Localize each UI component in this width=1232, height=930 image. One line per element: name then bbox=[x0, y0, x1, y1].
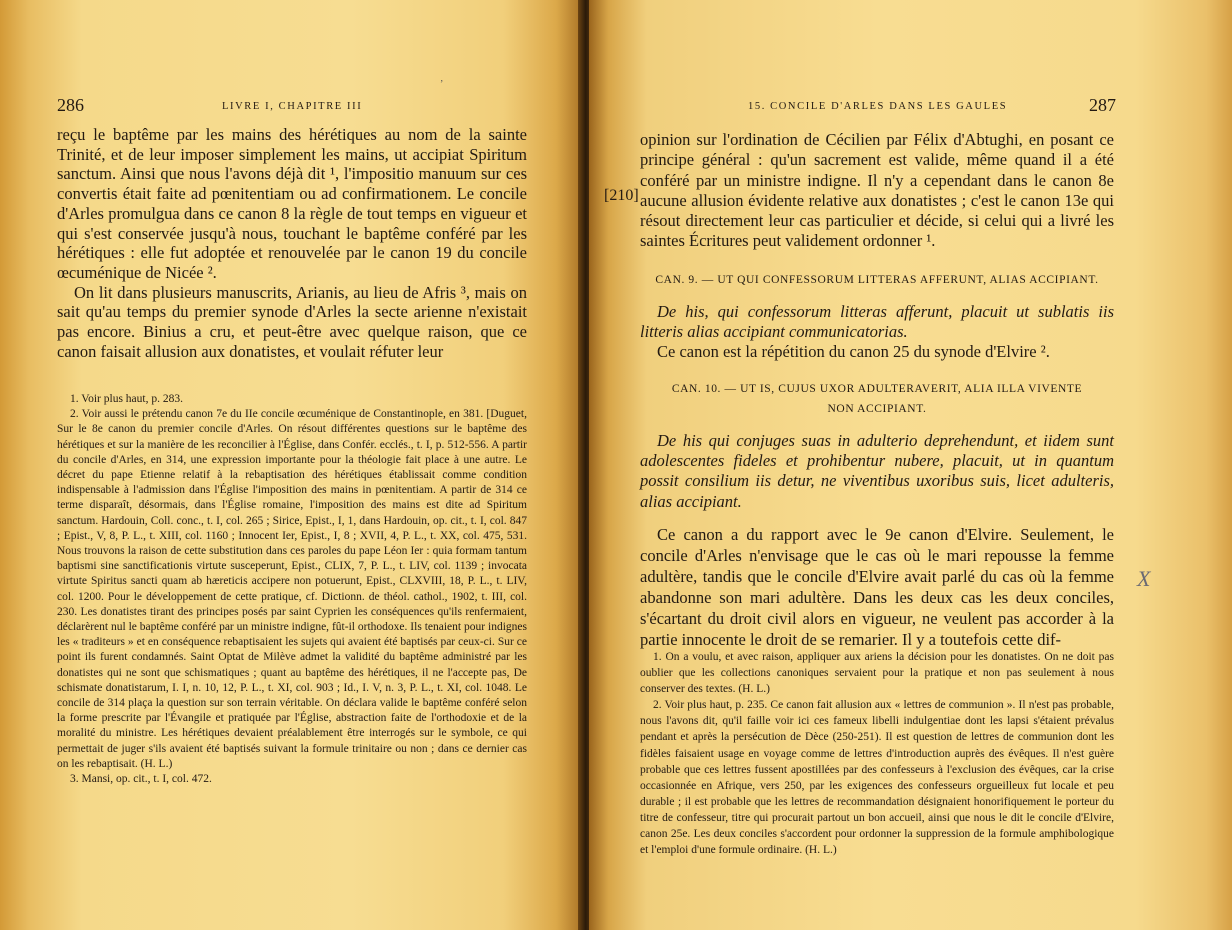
pencil-margin-mark: X bbox=[1137, 566, 1151, 591]
canon-9-heading bbox=[640, 270, 1114, 290]
body-text-left bbox=[57, 125, 527, 361]
page-number-right: 287 bbox=[1089, 95, 1116, 115]
canon-10-latin: De his qui conjuges suas in adulterio deprehendunt, et iidem sunt adolescentes fideles et prohibentur nubere, placuit, ut in quantum possit consilium iis detur, ne viventibus uxoribus suis, licet adulteris, alias accipiant. bbox=[640, 430, 1114, 511]
footnote: 2. Voir plus haut, p. 235. Ce canon fait allusion aux « lettres de communion ». Il n'est pas probable, nous l'avons dit, qu'il faille voir ici ces fameux libelli indulgentiae dont les lapsi s'étaient prévalus pendant et après la persécution de Dèce (250-251). Il est question de lettres de communion dont les fidèles faisaient usage en voyage comme de lettres d'introduction auprès des évêques. Il n'est guère probable que ces lettres fussent apostillées par des confesseurs à l'exclusion des évêques, car la crise occasionnée en Afrique, vers 250, par les exigences des confesseurs orgueilleux fut locale et peu durable ; il est probable que les lettres de recommandation désignaient honorifiquement le porteur du titre de confesseur, titre qui procurait partout un bon accueil, ainsi que nous le dit le concile d'Elvire, canon 25e. Les deux conciles s'accordent pour ordonner la suppression de la formule amphibologique et l'emploi d'une formule ordinaire. (H. L.) bbox=[640, 699, 1114, 857]
canon-title-cont: NON ACCIPIANT. bbox=[827, 402, 927, 415]
canon-10-heading bbox=[640, 379, 1114, 419]
canon-label: CAN. 10. — bbox=[671, 382, 737, 395]
canon-title: UT IS, CUJUS UXOR ADULTERAVERIT, ALIA ILLA VIVENTE bbox=[740, 382, 1083, 395]
footnotes-right bbox=[640, 649, 1114, 858]
body-text-right bbox=[640, 130, 1114, 650]
footnote: 1. On a voulu, et avec raison, appliquer aux ariens la décision pour les donatistes. On ne doit pas oublier que les collections canoniques servaient pour la pratique et non pas seulement à nous conserver des textes. (H. L.) bbox=[640, 651, 1114, 696]
margin-reference: [210] bbox=[604, 187, 639, 204]
canon-10-comment: Ce canon a du rapport avec le 9e canon d'Elvire. Seulement, le concile d'Arles n'envisage que le cas où le mari repousse la femme adultère, tandis que le concile d'Elvire avait parlé du cas où la femme abandonne son mari adultère. Dans les deux cas les deux conciles, s'écartant du droit civil alors en vigueur, ne veulent pas accorder à la partie innocente le droit de se remarier. Il y a toutefois cette dif- bbox=[640, 524, 1114, 649]
canon-label: CAN. 9. — bbox=[655, 273, 714, 286]
paragraph: On lit dans plusieurs manuscrits, Arianis, au lieu de Afris ³, mais on sait qu'au temps du premier synode d'Arles la secte arienne n'existait pas encore. Binius a cru, et peut-être avec quelque raison, que ce canon faisait allusion aux donatistes, et voulait réfuter leur bbox=[57, 282, 527, 361]
running-head-right: 15. CONCILE D'ARLES DANS LES GAULES bbox=[748, 101, 1008, 112]
page-number-left: 286 bbox=[57, 95, 84, 115]
left-page bbox=[0, 0, 585, 930]
footnote: 3. Mansi, op. cit., t. I, col. 472. bbox=[70, 773, 212, 786]
footnotes-left bbox=[57, 392, 527, 787]
running-head-left: LIVRE I, CHAPITRE III bbox=[222, 101, 363, 112]
paragraph: opinion sur l'ordination de Cécilien par Félix d'Abtughi, en posant ce principe général : qu'un sacrement est valide, même quand il a été conféré par un ministre indigne. Il n'y a cependant dans le canon 8e aucune allusion évidente relative aux donatistes ; c'est le canon 13e qui résout directement leur cas particulier et décide, si celui qui a livré les saintes Écritures peut validement ordonner ¹. bbox=[640, 130, 1114, 251]
ink-speck: ʼ bbox=[440, 79, 444, 90]
paragraph: reçu le baptême par les mains des hérétiques au nom de la sainte Trinité, et de leur imposer simplement les mains, ut accipiat Spiritum sanctum. Ainsi que nous l'avons déjà dit ¹, l'impositio manuum sur ces convertis était faite ad pœnitentiam ou ad confirmationem. Le concile d'Arles promulgua dans ce canon 8 la règle de tout temps en vigueur et qui s'est conservée jusqu'à nous, touchant le baptême conféré par les hérétiques : elle fut adoptée et renouvelée par le canon 19 du concile œcuménique de Nicée ². bbox=[57, 125, 527, 282]
canon-9-comment: Ce canon est la répétition du canon 25 du synode d'Elvire ². bbox=[657, 342, 1050, 362]
canon-title: UT QUI CONFESSORUM LITTERAS AFFERUNT, ALIAS ACCIPIANT. bbox=[717, 273, 1099, 286]
canon-9-latin: De his, qui confessorum litteras afferunt, placuit ut sublatis iis litteris alias accipiant communicatorias. bbox=[640, 301, 1114, 342]
footnote: 1. Voir plus haut, p. 283. bbox=[70, 393, 183, 405]
footnote: 2. Voir aussi le prétendu canon 7e du IIe concile œcuménique de Constantinople, en 381. [Duguet, Sur le 8e canon du premier concile d'Arles. On résout différentes questions sur le baptême des hérétiques et sur la manière de les reconcilier à l'Église, dans Confér. ecclés., t. I, p. 512-556. A partir du concile d'Arles, en 314, une expression importante pour la théologie fait place à une autre. Le décret du pape Etienne relatif à la rebaptisation des hérétiques établissait comme condition indispensable à l'admission dans l'Église l'imposition des mains in pœnitentiam. A partir de 314 ce terme disparaît, désormais, dans l'Église romaine, l'imposition des mains est dite ad Spiritum sanctum. Hardouin, Coll. conc., t. I, col. 265 ; Sirice, Epist., I, 1, dans Hardouin, op. cit., t. I, col. 847 ; Epist., V, 8, P. L., t. XIII, col. 1160 ; Innocent Ier, Epist., I, 8 ; XVII, 4, P. L., t. XX, col. 475, 531. Nous trouvons la raison de cette substitution dans ces paroles du pape Léon Ier : quia formam tantum baptismi sine sanctificationis virtute susceperunt, Epist., CLIX, 7, P. L., t. LIV, col. 1139 ; invocata virtute Spiritus sancti quam ab hæreticis accipere non potuerunt, Epist., CLXVIII, 18, P. L., t. LIV, col. 1200. Pour le développement de cette pratique, cf. Dictionn. de théol. cathol., 1902, t. III, col. 230. Les donatistes tirant des principes posés par saint Cyprien les conséquences qu'ils renfermaient, déclarèrent nul le baptême conféré par un ministre indigne, fût-il orthodoxe. Ils tenaient pour indignes les « traditeurs » et en conséquence rebaptisaient les sujets qui avaient été baptisés par ceux-ci. Sur ce point ils furent condamnés. Saint Optat de Milève admet la validité du baptême administré par les donatistes qui ne sont que schismatiques ; quant au baptême des hérétiques, il ne l'accepte pas, De schismate donatistarum, I. I, n. 10, 12, P. L., t. XI, col. 903 ; Id., I. V, n. 3, P. L., t. XI, col. 1048. Le concile de 314 plaça la question sur son terrain véritable. On déclara valide le baptême conféré selon la forme prescrite par l'Évangile et pratiquée par l'Église, abstraction faite de l'orthodoxie et de la moralité du ministre. Les hérétiques devaient préalablement être interrogés sur le symbole, ce qui permettait de juger s'ils avaient été baptisés suivant la formule trinitaire ou non ; dans ce dernier cas on les rebaptisait. (H. L.) bbox=[57, 408, 527, 770]
